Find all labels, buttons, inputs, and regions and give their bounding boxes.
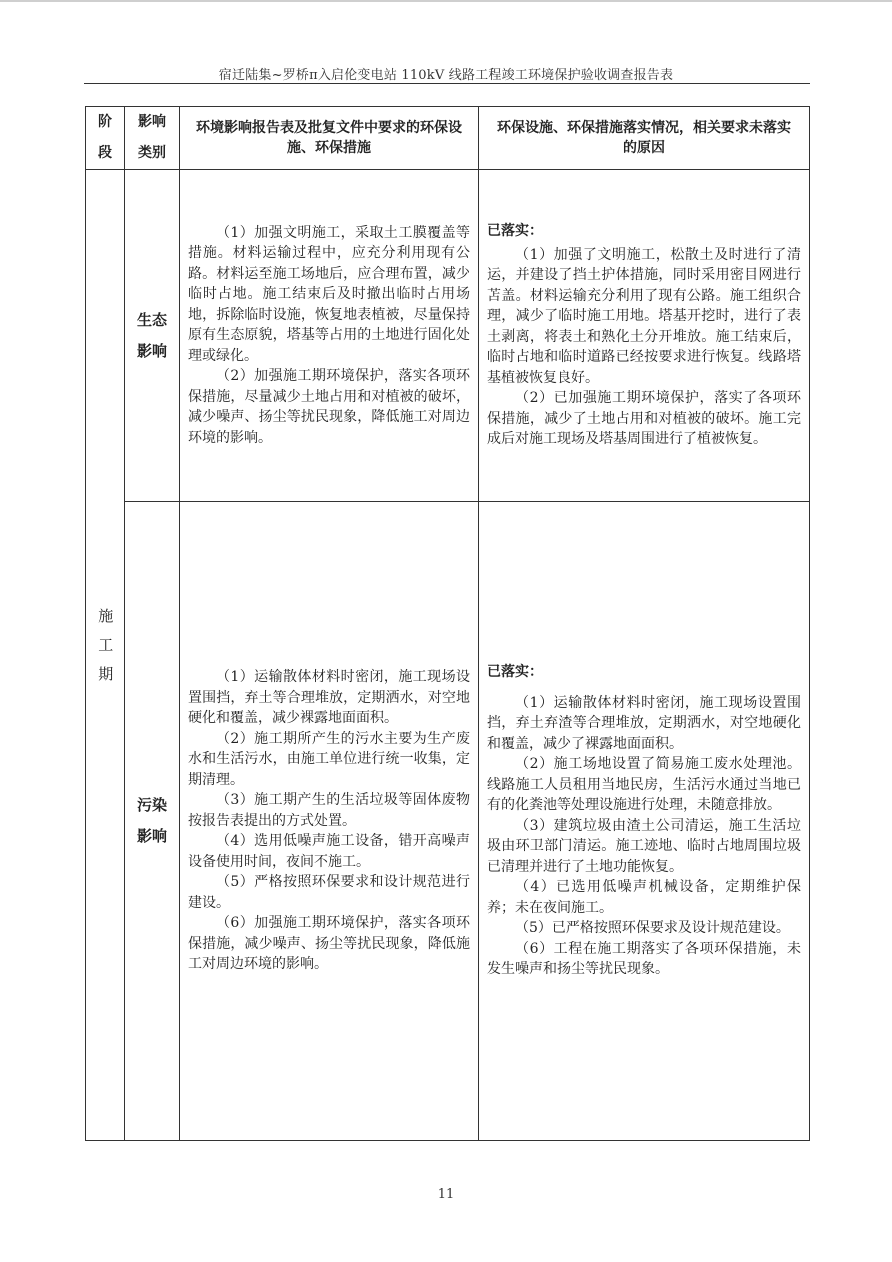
table-row bbox=[86, 170, 810, 502]
col-header-stage-label: 阶段 bbox=[98, 114, 112, 161]
impact-type-label: 污染影响 bbox=[136, 796, 167, 845]
requirement-item: （6）加强施工期环境保护，落实各项环保措施，减少噪声、扬尘等扰民现象，降低施工对周边环境的影响。 bbox=[188, 915, 470, 973]
impact-type-label: 生态影响 bbox=[136, 310, 167, 360]
page-header-title: 宿迁陆集~罗桥π入启伦变电站 110kV 线路工程竣工环境保护验收调查报告表 bbox=[218, 68, 674, 83]
col-header-requirements bbox=[180, 107, 479, 170]
requirement-item: （2）加强施工期环境保护，落实各项环保措施，尽量减少土地占用和对植被的破坏，减少噪声、扬尘等扰民现象，降低施工对周边环境的影响。 bbox=[188, 368, 470, 446]
implementation-status: 已落实： bbox=[487, 223, 543, 240]
implementation-item: （2）施工场地设置了简易施工废水处理池。线路施工人员租用当地民房，生活污水通过当地已有的化粪池等处理设施进行处理，未随意排放。 bbox=[487, 756, 801, 814]
requirement-item: （5）严格按照环保要求和设计规范进行建设。 bbox=[188, 874, 470, 911]
col-header-requirements-label: 环境影响报告表及批复文件中要求的环保设施、环保措施 bbox=[196, 119, 462, 156]
requirement-item: （2）施工期所产生的污水主要为生产废水和生活污水，由施工单位进行统一收集，定期清理。 bbox=[188, 730, 470, 788]
implementation-item: （2）已加强施工期环境保护，落实了各项环保措施，减少了土地占用和对植被的破坏。施工完成后对施工现场及塔基周围进行了植被恢复。 bbox=[487, 390, 801, 448]
implementation-item: （4）已选用低噪声机械设备，定期维护保养；未在夜间施工。 bbox=[487, 879, 801, 916]
implementation-item: （1）运输散体材料时密闭，施工现场设置围挡，弃土弃渣等合理堆放，定期洒水，对空地硬化和覆盖，减少了裸露地面面积。 bbox=[487, 694, 801, 752]
requirement-item: （4）选用低噪声施工设备，错开高噪声设备使用时间，夜间不施工。 bbox=[188, 833, 470, 870]
top-border bbox=[0, 0, 892, 2]
implementation-cell bbox=[479, 170, 810, 502]
stage-cell bbox=[86, 170, 125, 1141]
col-header-type bbox=[125, 107, 180, 170]
col-header-implementation bbox=[479, 107, 810, 170]
requirement-item: （1）运输散体材料时密闭，施工现场设置围挡，弃土等合理堆放，定期洒水，对空地硬化和覆盖，减少裸露地面面积。 bbox=[188, 669, 470, 727]
implementation-item: （6）工程在施工期落实了各项环保措施，未发生噪声和扬尘等扰民现象。 bbox=[487, 940, 801, 978]
page-number: 11 bbox=[437, 1187, 455, 1202]
report-table bbox=[85, 106, 810, 1141]
implementation-item: （5）已严格按照环保要求及设计规范建设。 bbox=[515, 920, 790, 937]
impact-type-cell bbox=[125, 502, 180, 1141]
implementation-cell bbox=[479, 502, 810, 1141]
impact-type-cell bbox=[125, 170, 180, 502]
table-header-row bbox=[86, 107, 810, 170]
col-header-stage bbox=[86, 107, 125, 170]
implementation-item: （3）建筑垃圾由渣土公司清运，施工生活垃圾由环卫部门清运。施工迹地、临时占地周围垃圾已清理并进行了土地功能恢复。 bbox=[487, 817, 801, 875]
requirements-cell bbox=[180, 170, 479, 502]
col-header-type-label: 影响类别 bbox=[137, 114, 166, 161]
stage-label: 施工期 bbox=[96, 608, 115, 696]
requirement-item: （1）加强文明施工，采取土工膜覆盖等措施。材料运输过程中，应充分利用现有公路。材料运至施工场地后，应合理布置，减少临时占地。施工结束后及时撤出临时占用场地，拆除临时设施，恢复地表植被，尽量保持原有生态原貌，塔基等占用的土地进行固化处理或绿化。 bbox=[188, 224, 470, 364]
requirements-cell bbox=[180, 502, 479, 1141]
header-divider bbox=[84, 83, 810, 84]
requirement-item: （3）施工期产生的生活垃圾等固体废物按报告表提出的方式处置。 bbox=[188, 792, 470, 829]
col-header-implementation-label: 环保设施、环保措施落实情况，相关要求未落实的原因 bbox=[497, 119, 791, 156]
implementation-status: 已落实： bbox=[487, 664, 543, 681]
implementation-item: （1）加强了文明施工，松散土及时进行了清运，并建设了挡土护体措施，同时采用密目网进行苫盖。材料运输充分利用了现有公路。施工组织合理，减少了临时施工用地。塔基开挖时，进行了表土剥离，将表土和熟化土分开堆放。施工结束后，临时占地和临时道路已经按要求进行恢复。线路塔基植被恢复良好。 bbox=[487, 246, 801, 386]
table-row bbox=[86, 502, 810, 1141]
